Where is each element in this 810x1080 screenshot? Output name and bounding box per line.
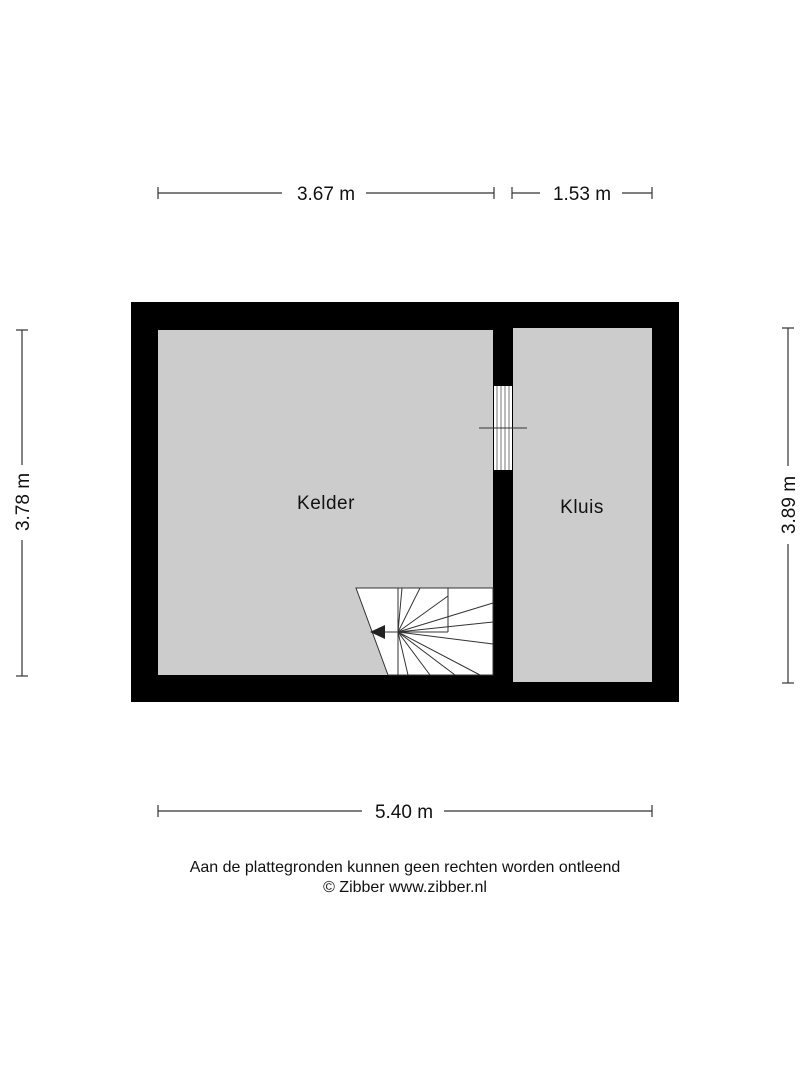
room-label-kelder: Kelder — [297, 493, 355, 514]
disclaimer-text: Aan de plattegronden kunnen geen rechten worden ontleend — [189, 859, 621, 876]
dimension-left-label: 3.78 m — [13, 472, 34, 532]
dimension-bottom-label: 5.40 m — [374, 802, 434, 823]
credit-text: © Zibber www.zibber.nl — [323, 879, 487, 896]
dimension-top-right-label: 1.53 m — [552, 184, 612, 205]
room-label-kluis: Kluis — [560, 497, 604, 518]
dimension-top-left-label: 3.67 m — [296, 184, 356, 205]
dimension-right-label: 3.89 m — [779, 475, 800, 535]
